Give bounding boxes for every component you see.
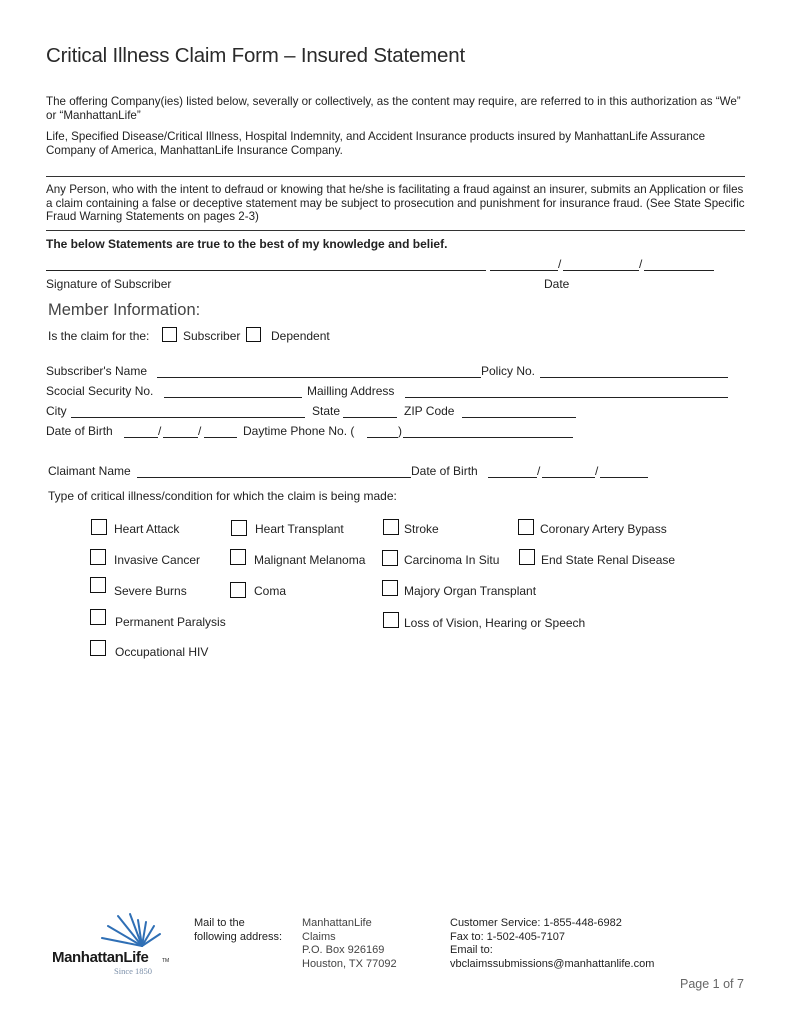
manhattanlife-logo <box>50 912 185 980</box>
heart-attack-checkbox[interactable] <box>91 519 107 535</box>
email-label: Email to: <box>450 944 493 956</box>
invasive-cancer-label: Invasive Cancer <box>114 553 201 567</box>
subscriber-option-label: Subscriber <box>183 329 241 343</box>
vision-loss-label: Loss of Vision, Hearing or Speech <box>404 616 586 630</box>
end-stage-renal-label: End State Renal Disease <box>541 553 676 567</box>
major-organ-checkbox[interactable] <box>382 580 398 596</box>
vision-loss-checkbox[interactable] <box>383 612 399 628</box>
policy-no-field[interactable] <box>540 377 728 378</box>
phone-label: Daytime Phone No. ( <box>243 424 355 438</box>
heart-attack-label: Heart Attack <box>114 522 180 536</box>
claimant-dob-month-field[interactable] <box>488 477 537 478</box>
logo-trademark: TM <box>162 958 170 964</box>
malignant-melanoma-label: Malignant Melanoma <box>254 553 366 567</box>
ssn-label: Scocial Security No. <box>46 384 154 398</box>
coma-checkbox[interactable] <box>230 582 246 598</box>
dob-year-field[interactable] <box>204 437 237 438</box>
page-title: Critical Illness Claim Form – Insured Statement <box>46 44 465 67</box>
coma-label: Coma <box>254 584 287 598</box>
sign-date-slash-2: / <box>639 257 643 271</box>
address-line-2: Claims <box>302 930 336 943</box>
dob-day-field[interactable] <box>163 437 198 438</box>
city-field[interactable] <box>71 417 305 418</box>
customer-service: Customer Service: 1-855-448-6982 <box>450 917 622 929</box>
fax-number: Fax to: 1-502-405-7107 <box>450 930 565 943</box>
signature-label: Signature of Subscriber <box>46 277 172 291</box>
city-label: City <box>46 404 67 418</box>
divider-bottom <box>46 230 745 231</box>
claimant-dob-label: Date of Birth <box>411 464 478 478</box>
claimant-dob-year-field[interactable] <box>600 477 648 478</box>
claimant-dob-slash-1: / <box>537 464 541 478</box>
sign-date-slash-1: / <box>558 257 562 271</box>
occupational-hiv-label: Occupational HIV <box>115 645 209 659</box>
state-label: State <box>312 404 341 418</box>
mailing-address-block <box>302 917 397 971</box>
address-line-3: P.O. Box 926169 <box>302 944 385 956</box>
fraud-warning: Any Person, who with the intent to defraud or knowing that he/she is facilitating a fraud against an insurer, submits an Application or files a claim containing a false or deceptive statement may be subject to prosecution and punishment for insurance fraud. (See State Specific Fraud Warning Statements on pages 2-3) <box>46 183 745 223</box>
zip-field[interactable] <box>462 417 576 418</box>
email-link[interactable]: vbclaimssubmissions@manhattanlife.com <box>450 957 655 970</box>
mail-to-label <box>194 917 282 944</box>
coronary-bypass-label: Coronary Artery Bypass <box>540 522 667 536</box>
conditions-heading: Type of critical illness/condition for which the claim is being made: <box>48 489 397 503</box>
logo-since: Since 1850 <box>114 966 153 976</box>
dob-month-field[interactable] <box>124 437 158 438</box>
intro-paragraph-2: Life, Specified Disease/Critical Illness, Hospital Indemnity, and Accident Insurance products insured by ManhattanLife Assurance Company of America, ManhattanLife Insurance Company. <box>46 130 706 157</box>
stroke-label: Stroke <box>404 522 439 536</box>
sign-date-year-line[interactable] <box>644 270 714 271</box>
dob-label: Date of Birth <box>46 424 113 438</box>
phone-close-paren: ) <box>398 424 402 438</box>
dob-slash-2: / <box>198 424 202 438</box>
mail-to-line-1: Mail to the <box>194 917 245 929</box>
phone-area-code-field[interactable] <box>367 437 398 438</box>
dependent-checkbox[interactable] <box>246 327 261 342</box>
subscriber-checkbox[interactable] <box>162 327 177 342</box>
ssn-field[interactable] <box>164 397 302 398</box>
carcinoma-in-situ-label: Carcinoma In Situ <box>404 553 500 567</box>
subscriber-name-label: Subscriber's Name <box>46 364 147 378</box>
mail-to-line-2: following address: <box>194 930 283 943</box>
coronary-bypass-checkbox[interactable] <box>518 519 534 535</box>
phone-number-field[interactable] <box>403 437 573 438</box>
signature-line[interactable] <box>46 270 486 271</box>
state-field[interactable] <box>343 417 397 418</box>
dob-slash-1: / <box>158 424 162 438</box>
malignant-melanoma-checkbox[interactable] <box>230 549 246 565</box>
carcinoma-in-situ-checkbox[interactable] <box>382 550 398 566</box>
severe-burns-checkbox[interactable] <box>90 577 106 593</box>
sign-date-day-line[interactable] <box>563 270 639 271</box>
contact-block <box>450 917 654 971</box>
divider-top <box>46 176 745 177</box>
mailing-address-field[interactable] <box>405 397 728 398</box>
attestation-statement: The below Statements are true to the best of my knowledge and belief. <box>46 237 448 251</box>
page-number: Page 1 of 7 <box>680 977 744 991</box>
dependent-option-label: Dependent <box>271 329 330 343</box>
claimant-name-label: Claimant Name <box>48 464 131 478</box>
claimant-name-field[interactable] <box>137 477 411 478</box>
policy-no-label: Policy No. <box>481 364 536 378</box>
address-line-1: ManhattanLife <box>302 917 372 929</box>
mailing-address-label: Mailling Address <box>307 384 395 398</box>
subscriber-name-field[interactable] <box>157 377 481 378</box>
permanent-paralysis-label: Permanent Paralysis <box>115 615 226 629</box>
heart-transplant-checkbox[interactable] <box>231 520 247 536</box>
heart-transplant-label: Heart Transplant <box>255 522 344 536</box>
stroke-checkbox[interactable] <box>383 519 399 535</box>
permanent-paralysis-checkbox[interactable] <box>90 609 106 625</box>
zip-label: ZIP Code <box>404 404 455 418</box>
claimant-dob-day-field[interactable] <box>542 477 595 478</box>
major-organ-label: Majory Organ Transplant <box>404 584 537 598</box>
date-label: Date <box>544 277 570 291</box>
claimant-dob-slash-2: / <box>595 464 599 478</box>
invasive-cancer-checkbox[interactable] <box>90 549 106 565</box>
logo-wordmark: ManhattanLife <box>52 949 149 966</box>
member-info-heading: Member Information: <box>48 301 201 319</box>
address-line-4: Houston, TX 77092 <box>302 957 397 970</box>
severe-burns-label: Severe Burns <box>114 584 187 598</box>
sign-date-month-line[interactable] <box>490 270 558 271</box>
occupational-hiv-checkbox[interactable] <box>90 640 106 656</box>
intro-paragraph-1: The offering Company(ies) listed below, severally or collectively, as the content may require, are referred to in this authorization as “We” or “ManhattanLife” <box>46 95 741 122</box>
end-stage-renal-checkbox[interactable] <box>519 549 535 565</box>
claim-for-label: Is the claim for the: <box>48 329 150 343</box>
